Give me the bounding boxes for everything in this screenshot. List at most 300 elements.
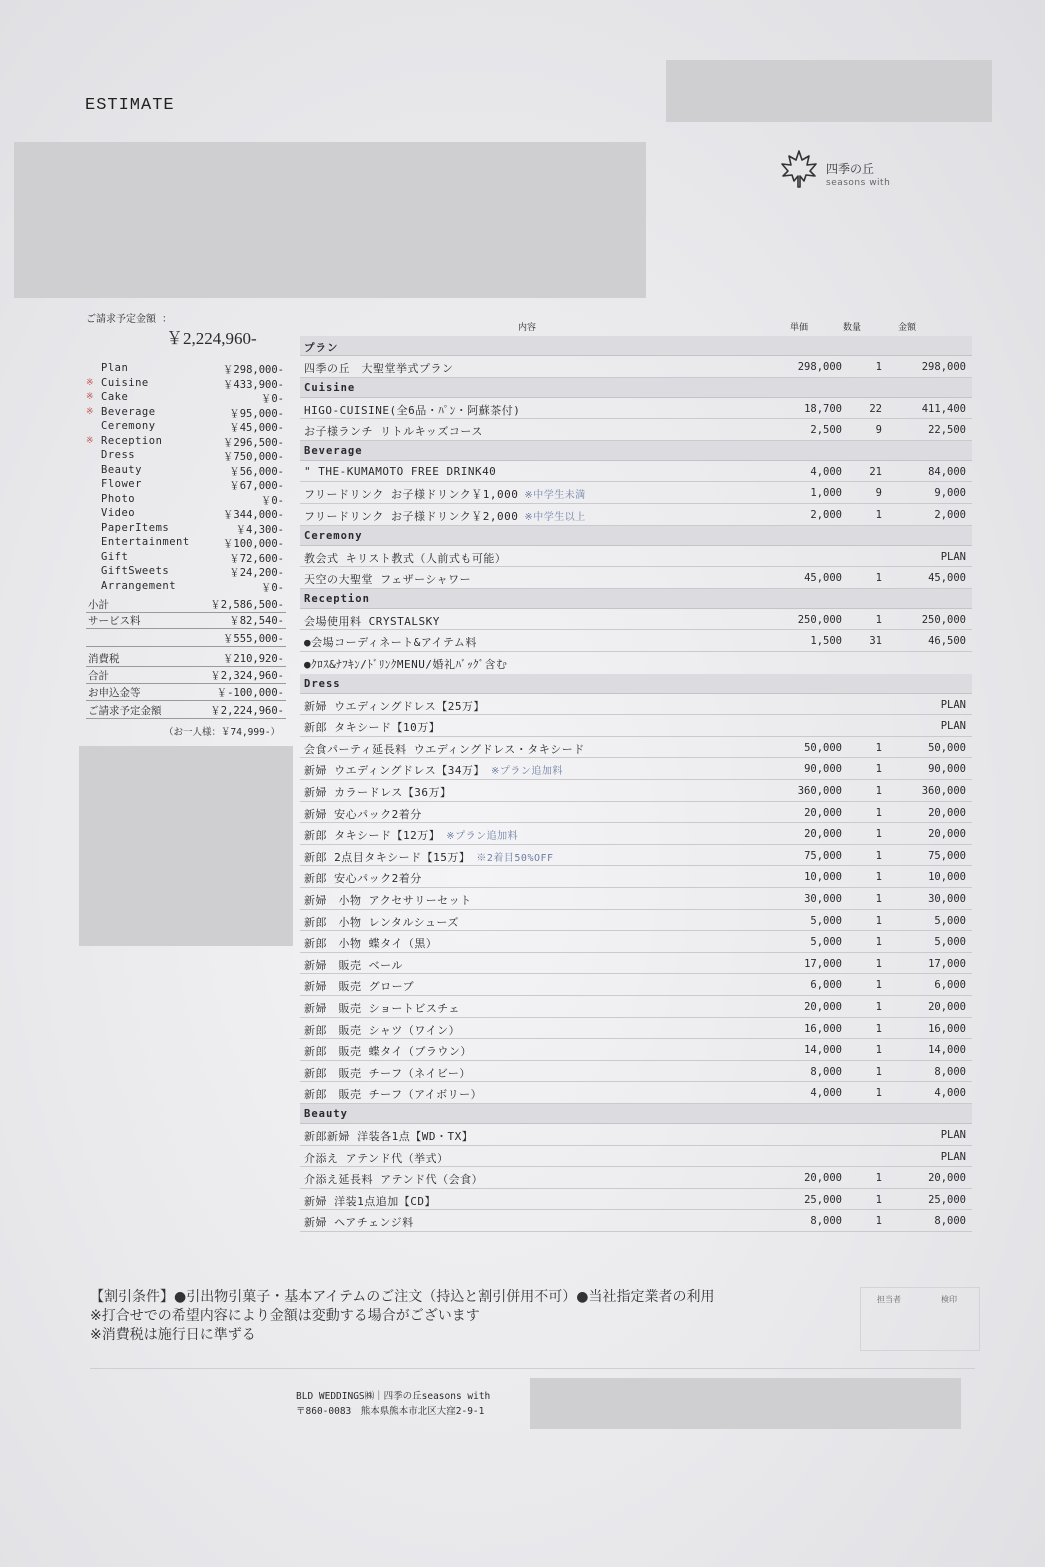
item-description	[304, 486, 586, 502]
description-text: 新婦 ウエディングドレス【34万】	[304, 764, 485, 778]
description-text: フリードリンク お子様ドリンク￥1,000	[304, 488, 519, 502]
table-row	[300, 419, 972, 441]
summary-row	[86, 493, 286, 507]
redacted-area-footer	[530, 1378, 961, 1429]
table-row	[300, 398, 972, 420]
item-description	[304, 1043, 472, 1059]
item-note: ※2着目50%OFF	[476, 852, 554, 864]
summary-label: Plan	[101, 362, 129, 374]
description-text: 新婦 小物 アクセサリーセット	[304, 894, 472, 907]
item-unit-price: 298,000	[797, 361, 842, 373]
item-description	[304, 698, 485, 714]
item-unit-price: 18,700	[804, 402, 842, 415]
table-row	[300, 609, 972, 631]
item-quantity: 1	[875, 828, 882, 841]
description-text: 会食パーティ延長料 ウエディングドレス・タキシード	[304, 742, 585, 756]
summary-label: Flower	[101, 478, 142, 490]
summary-row	[86, 391, 286, 405]
summary-row	[86, 377, 286, 391]
category-row	[300, 378, 972, 398]
item-amount: 46,500	[928, 635, 966, 648]
table-row	[300, 931, 972, 953]
table-row	[300, 802, 972, 824]
item-quantity: 1	[875, 509, 882, 521]
item-description	[304, 1214, 414, 1230]
item-quantity: 1	[875, 1087, 882, 1100]
category-label	[304, 382, 355, 394]
summary-amount: ￥95,000-	[229, 407, 284, 420]
table-row	[300, 823, 972, 845]
item-description	[304, 1171, 483, 1187]
category-row	[300, 589, 972, 609]
table-row	[300, 1189, 972, 1211]
table-row	[300, 845, 972, 867]
note-mark: ※	[86, 406, 94, 417]
item-quantity: 1	[875, 936, 882, 949]
summary-amount: ￥72,600-	[229, 552, 284, 565]
item-unit-price: 20,000	[804, 1001, 842, 1013]
description-text: 新郎 販売 シャツ（ワイン）	[304, 1023, 461, 1037]
item-amount: 250,000	[921, 613, 966, 626]
item-note: ※プラン追加料	[446, 831, 519, 843]
total-amount: ￥-100,000-	[216, 687, 284, 699]
category-row	[300, 1104, 972, 1124]
description-text: 新郎 小物 蝶タイ（黒）	[304, 937, 438, 951]
summary-label: Beverage	[101, 405, 156, 418]
table-row	[300, 758, 972, 780]
item-unit-price: 2,500	[810, 424, 842, 437]
table-row	[300, 567, 972, 589]
item-quantity: 1	[875, 979, 882, 992]
item-quantity: 1	[875, 871, 882, 884]
table-row	[300, 1018, 972, 1040]
item-description	[304, 806, 422, 822]
condition-line: ※打合せでの希望内容により金額は変動する場合がございます	[90, 1308, 480, 1324]
item-amount: PLAN	[940, 720, 966, 733]
summary-label: GiftSweets	[101, 565, 170, 577]
item-unit-price: 360,000	[797, 785, 842, 797]
table-row	[300, 482, 972, 504]
description-text: Cuisine	[304, 381, 356, 394]
category-label	[304, 530, 363, 542]
item-quantity: 21	[869, 465, 882, 478]
description-text: 天空の大聖堂 フェザーシャワー	[304, 573, 472, 587]
item-quantity: 1	[875, 785, 882, 797]
total-amount: ￥555,000-	[222, 633, 284, 645]
maple-leaf-icon	[778, 148, 820, 190]
footer-divider	[90, 1368, 975, 1369]
summary-amount: ￥45,000-	[229, 422, 284, 434]
item-unit-price: 6,000	[810, 979, 842, 992]
item-amount: 5,000	[934, 914, 966, 927]
summary-total-row	[86, 650, 286, 667]
description-text: 新婦 販売 グローブ	[304, 980, 415, 994]
item-amount: 20,000	[928, 806, 966, 819]
item-description	[304, 1086, 482, 1102]
summary-row	[86, 565, 286, 579]
table-row	[300, 630, 972, 652]
company-name: BLD WEDDINGS㈱｜四季の丘seasons with	[296, 1391, 491, 1402]
item-description	[304, 550, 506, 566]
item-description	[304, 634, 477, 650]
description-text: 新婦 洋装1点追加【CD】	[304, 1194, 436, 1208]
item-unit-price: 5,000	[810, 914, 842, 927]
item-amount: 4,000	[934, 1087, 966, 1100]
item-quantity: 1	[875, 957, 882, 970]
summary-total-row	[86, 702, 286, 719]
item-description	[304, 1128, 473, 1144]
description-text: Beverage	[304, 444, 363, 457]
item-unit-price: 20,000	[804, 806, 842, 819]
category-row	[300, 441, 972, 461]
description-text: 会場使用料 CRYSTALSKY	[304, 614, 440, 628]
item-amount: 8,000	[934, 1215, 966, 1228]
summary-total-row	[86, 596, 286, 613]
item-amount: 298,000	[921, 361, 966, 373]
item-quantity: 1	[875, 1044, 882, 1057]
description-text: 新郎 販売 蝶タイ（ブラウン）	[304, 1045, 472, 1059]
summary-label: PaperItems	[101, 521, 170, 534]
description-text: 新婦 ウエディングドレス【25万】	[304, 699, 485, 713]
table-row	[300, 1039, 972, 1061]
summary-amount: ￥0-	[260, 494, 284, 507]
item-unit-price: 14,000	[804, 1044, 842, 1057]
description-text: 四季の丘 大聖堂挙式プラン	[304, 362, 454, 375]
header-description: 内容	[518, 323, 537, 333]
item-unit-price: 30,000	[804, 893, 842, 905]
page-title: ESTIMATE	[85, 96, 175, 115]
item-description	[304, 870, 422, 886]
summary-amount: ￥4,300-	[235, 523, 284, 536]
category-row	[300, 336, 972, 356]
item-amount: 90,000	[928, 763, 966, 776]
item-description	[304, 423, 483, 439]
description-text: 新郎 安心パック2着分	[304, 872, 422, 886]
item-description	[304, 892, 472, 908]
summary-total-row	[86, 684, 286, 701]
item-quantity: 1	[875, 1022, 882, 1035]
summary-amount: ￥344,000-	[222, 509, 284, 521]
table-row	[300, 356, 972, 378]
summary-amount: ￥0-	[260, 581, 284, 594]
item-amount: 45,000	[928, 572, 966, 585]
item-unit-price: 50,000	[804, 741, 842, 754]
description-text: Beauty	[304, 1108, 348, 1120]
summary-label: Beauty	[101, 463, 142, 476]
item-amount: PLAN	[940, 550, 966, 563]
table-row	[300, 1167, 972, 1189]
item-amount: 2,000	[934, 509, 966, 521]
description-text: 教会式 キリスト教式（人前式も可能）	[304, 551, 507, 565]
description-text: プラン	[304, 342, 339, 354]
header-unit-price: 単価	[790, 323, 809, 333]
summary-amount: ￥433,900-	[222, 378, 284, 391]
item-unit-price: 17,000	[804, 957, 842, 970]
item-amount: 9,000	[934, 487, 966, 500]
item-quantity: 1	[875, 1001, 882, 1013]
item-amount: 22,500	[928, 424, 966, 437]
item-amount: 20,000	[928, 828, 966, 841]
description-text: 新郎 販売 チーフ（アイボリー）	[304, 1088, 483, 1102]
approval-stamp-box	[860, 1287, 980, 1351]
summary-label: Entertainment	[101, 536, 190, 548]
summary-amount: ￥0-	[260, 393, 284, 405]
total-label: 合計	[88, 670, 109, 682]
total-label: サービス料	[88, 615, 141, 627]
description-text: Dress	[304, 677, 341, 690]
summary-amount: ￥67,000-	[229, 480, 284, 492]
stamp-label-check: 検印	[941, 1295, 957, 1304]
item-description	[304, 741, 585, 757]
item-amount: 6,000	[934, 979, 966, 992]
item-quantity: 1	[875, 361, 882, 373]
description-text: 介添え延長料 アテンド代（会食）	[304, 1173, 484, 1187]
discount-conditions	[90, 1288, 714, 1345]
logo-name: 四季の丘	[826, 162, 875, 176]
item-description	[304, 957, 403, 973]
item-unit-price: 4,000	[810, 465, 842, 478]
logo-subtitle: seasons with	[826, 178, 891, 188]
item-unit-price: 8,000	[810, 1215, 842, 1228]
item-description	[304, 935, 437, 951]
header-amount: 金額	[898, 323, 917, 333]
table-row	[300, 715, 972, 737]
summary-label: Gift	[101, 550, 129, 563]
header-quantity: 数量	[843, 323, 862, 333]
item-quantity: 1	[875, 1172, 882, 1185]
item-unit-price: 250,000	[797, 613, 842, 626]
summary-total-row	[86, 630, 286, 647]
summary-label: Cuisine	[101, 376, 149, 389]
item-unit-price: 8,000	[810, 1065, 842, 1078]
table-row	[300, 1061, 972, 1083]
summary-label: Video	[101, 507, 136, 519]
description-text: 新郎 小物 レンタルシューズ	[304, 915, 459, 929]
item-amount: PLAN	[940, 1150, 966, 1163]
item-description	[304, 784, 452, 800]
summary-row	[86, 551, 286, 565]
item-description	[304, 849, 554, 865]
category-label	[304, 340, 339, 355]
item-description	[304, 465, 496, 478]
table-row	[300, 866, 972, 888]
item-unit-price: 45,000	[804, 572, 842, 585]
item-description	[304, 719, 440, 735]
company-address: 〒860-0083 熊本県熊本市北区大窪2-9-1	[296, 1406, 485, 1417]
item-quantity: 9	[875, 424, 882, 437]
item-quantity: 22	[869, 402, 882, 415]
item-description	[304, 762, 563, 778]
item-amount: 360,000	[921, 785, 966, 797]
summary-row	[86, 420, 286, 434]
item-unit-price: 2,000	[810, 509, 842, 521]
description-text: HIGO-CUISINE(全6品・ﾊﾟﾝ・阿蘇茶付)	[304, 403, 521, 417]
table-row	[300, 780, 972, 802]
table-row	[300, 910, 972, 932]
item-quantity: 31	[869, 635, 882, 648]
description-text: 新郎 2点目タキシード【15万】	[304, 850, 471, 864]
note-mark: ※	[86, 435, 94, 446]
category-label	[304, 678, 341, 690]
description-text: 新婦 安心パック2着分	[304, 807, 422, 821]
category-label	[304, 593, 370, 605]
item-description	[304, 1022, 460, 1038]
redacted-area-left-middle	[79, 746, 293, 946]
redacted-area-top-right	[666, 60, 992, 122]
item-unit-price: 5,000	[810, 936, 842, 949]
description-text: Reception	[304, 592, 370, 605]
item-description	[304, 978, 414, 994]
total-label: お申込金等	[88, 687, 141, 699]
item-quantity: 1	[875, 893, 882, 905]
summary-label: Arrangement	[101, 579, 177, 592]
table-row	[300, 953, 972, 975]
item-amount: 5,000	[934, 936, 966, 949]
billing-total-amount: ￥2,224,960-	[166, 329, 257, 348]
table-row	[300, 1210, 972, 1232]
note-mark: ※	[86, 392, 94, 402]
table-row	[300, 694, 972, 716]
item-description	[304, 1065, 471, 1081]
table-row	[300, 652, 972, 673]
item-description	[304, 360, 454, 376]
item-amount: 84,000	[928, 465, 966, 478]
table-row	[300, 888, 972, 910]
item-amount: PLAN	[940, 698, 966, 711]
description-text: ●会場コーディネート&アイテム料	[304, 636, 477, 650]
table-row	[300, 737, 972, 759]
item-description	[304, 1150, 449, 1166]
description-text: 新郎 販売 チーフ（ネイビー）	[304, 1066, 471, 1080]
total-label: 小計	[88, 599, 109, 611]
item-description	[304, 508, 586, 524]
note-mark: ※	[86, 377, 94, 388]
summary-label: Photo	[101, 492, 136, 505]
description-text: 介添え アテンド代（挙式）	[304, 1151, 449, 1165]
summary-row	[86, 464, 286, 478]
item-quantity: 1	[875, 914, 882, 927]
summary-row	[86, 522, 286, 536]
item-unit-price: 20,000	[804, 828, 842, 841]
item-quantity: 1	[875, 1065, 882, 1078]
total-amount: ￥210,920-	[222, 653, 284, 665]
item-description	[304, 1193, 436, 1209]
per-person-amount: （お一人様：￥74,999-）	[164, 727, 281, 738]
summary-row	[86, 406, 286, 420]
item-unit-price: 75,000	[804, 849, 842, 862]
item-quantity: 1	[875, 572, 882, 585]
table-row	[300, 1146, 972, 1168]
item-amount: PLAN	[940, 1129, 966, 1141]
item-amount: 50,000	[928, 741, 966, 754]
item-quantity: 1	[875, 741, 882, 754]
total-amount: ￥2,224,960-	[210, 705, 284, 717]
stamp-label-staff: 担当者	[877, 1295, 901, 1304]
item-amount: 14,000	[928, 1044, 966, 1057]
item-amount: 8,000	[934, 1065, 966, 1078]
item-description	[304, 571, 471, 587]
description-text: 新婦 販売 ショートビスチェ	[304, 1002, 460, 1015]
item-description	[304, 402, 520, 418]
item-unit-price: 25,000	[804, 1193, 842, 1206]
category-row	[300, 526, 972, 546]
category-row	[300, 674, 972, 694]
table-row	[300, 1082, 972, 1104]
description-text: お子様ランチ リトルキッズコース	[304, 425, 483, 439]
item-amount: 75,000	[928, 849, 966, 862]
summary-label: Reception	[101, 434, 163, 447]
item-unit-price: 1,000	[810, 487, 842, 500]
summary-row	[86, 536, 286, 550]
summary-row	[86, 362, 286, 376]
item-unit-price: 20,000	[804, 1172, 842, 1185]
description-text: 新婦 カラードレス【36万】	[304, 786, 452, 799]
item-unit-price: 16,000	[804, 1022, 842, 1035]
table-row	[300, 504, 972, 526]
item-unit-price: 1,500	[810, 635, 842, 648]
table-row	[300, 461, 972, 483]
item-unit-price: 4,000	[810, 1087, 842, 1100]
summary-label: Cake	[101, 391, 129, 403]
description-text: 新郎新婦 洋装各1点【WD・TX】	[304, 1130, 474, 1143]
item-amount: 20,000	[928, 1001, 966, 1013]
table-header	[300, 318, 972, 334]
item-note: ※プラン追加料	[490, 766, 563, 778]
table-row	[300, 1124, 972, 1146]
summary-label: Dress	[101, 449, 136, 461]
item-quantity: 1	[875, 763, 882, 776]
table-row	[300, 546, 972, 568]
summary-row	[86, 449, 286, 463]
condition-line: ※消費税は施行日に準ずる	[90, 1327, 256, 1343]
total-amount: ￥82,540-	[229, 615, 284, 627]
item-description	[304, 1000, 460, 1016]
description-text: Ceremony	[304, 529, 363, 542]
item-amount: 10,000	[928, 871, 966, 884]
venue-logo	[778, 146, 898, 194]
table-row	[300, 996, 972, 1018]
item-quantity: 1	[875, 849, 882, 862]
description-text: 新婦 販売 ベール	[304, 958, 403, 972]
item-description	[304, 827, 518, 843]
description-text: ●ｸﾛｽ&ﾅﾌｷﾝ/ﾄﾞﾘﾝｸMENU/婚礼ﾊﾞｯｸﾞ含む	[304, 658, 508, 671]
item-amount: 20,000	[928, 1172, 966, 1185]
summary-row	[86, 478, 286, 492]
summary-label: Ceremony	[101, 420, 156, 432]
item-description	[304, 613, 440, 629]
item-unit-price: 90,000	[804, 763, 842, 776]
item-unit-price: 10,000	[804, 871, 842, 884]
item-quantity: 1	[875, 613, 882, 626]
category-label	[304, 445, 363, 457]
total-amount: ￥2,586,500-	[210, 599, 284, 611]
total-label: 消費税	[88, 653, 120, 665]
summary-amount: ￥750,000-	[222, 451, 284, 463]
summary-row	[86, 580, 286, 594]
item-note: ※中学生以上	[524, 512, 586, 523]
item-note: ※中学生未満	[524, 490, 586, 502]
condition-line: 【割引条件】●引出物引菓子・基本アイテムのご注文（持込と割引併用不可）●当社指定業者の利用	[90, 1289, 715, 1305]
summary-total-row	[86, 612, 286, 629]
description-text: " THE-KUMAMOTO FREE DRINK40	[304, 464, 497, 478]
redacted-area-recipient	[14, 142, 646, 298]
item-amount: 411,400	[921, 402, 966, 415]
summary-row	[86, 507, 286, 521]
summary-row	[86, 435, 286, 449]
table-row	[300, 974, 972, 996]
summary-total-row	[86, 667, 286, 684]
summary-amount: ￥24,200-	[229, 567, 284, 579]
